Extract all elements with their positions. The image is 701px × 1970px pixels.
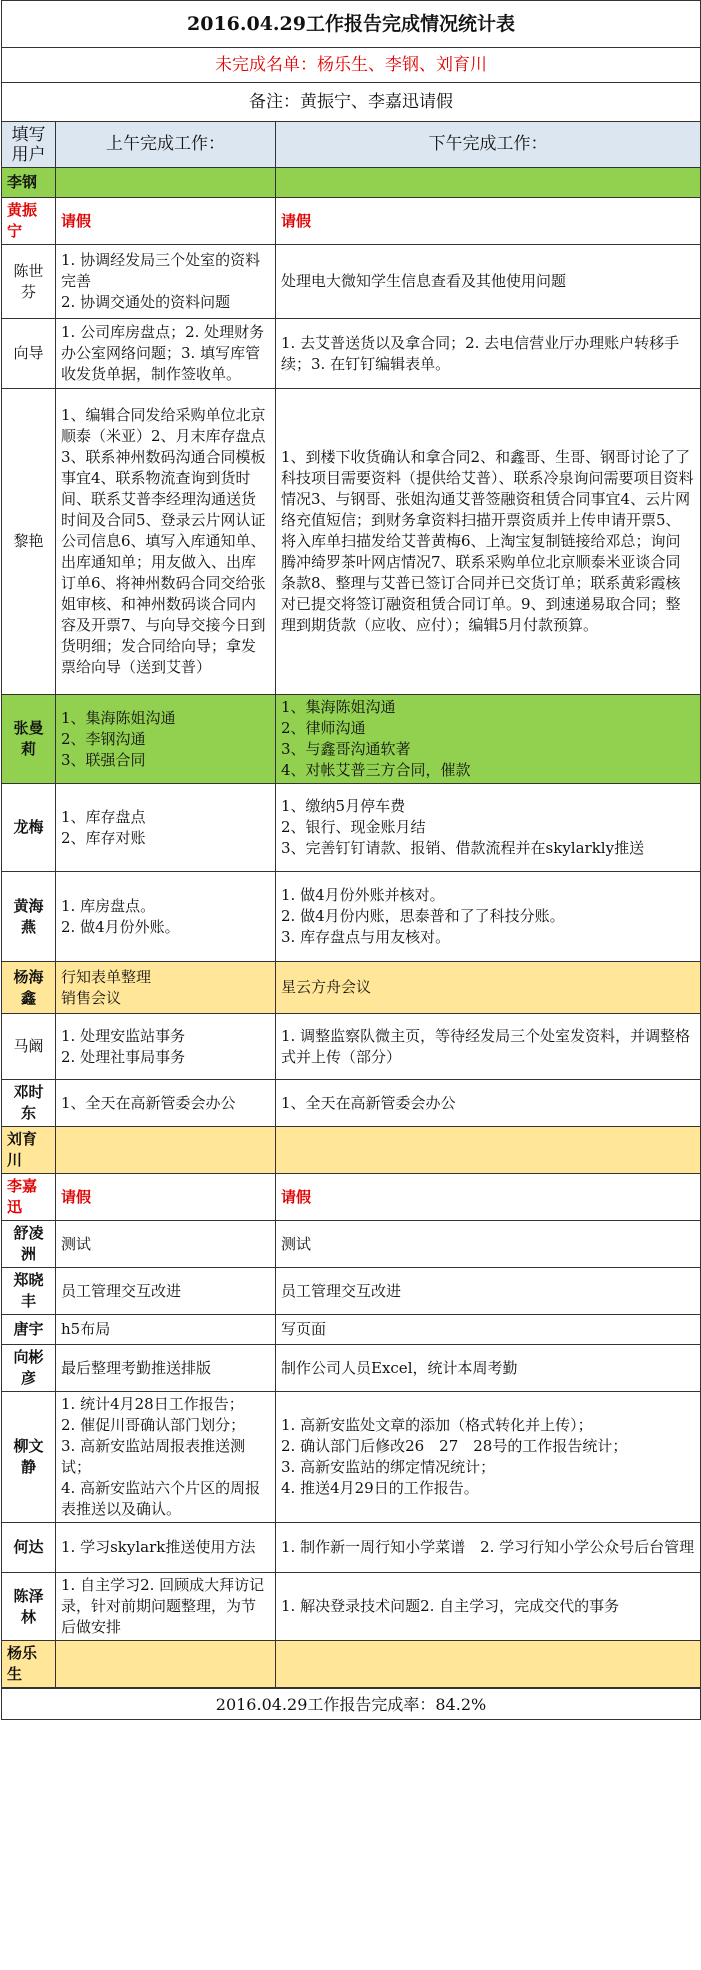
report-title: 2016.04.29工作报告完成情况统计表 (2, 1, 701, 48)
table-row (2, 1392, 701, 1523)
user-name-cell: 向导 (2, 319, 56, 389)
afternoon-work-cell: 写页面 (276, 1315, 701, 1345)
table-row (2, 1014, 701, 1080)
table-row (2, 245, 701, 319)
afternoon-work-cell (276, 1641, 701, 1688)
morning-work-cell: 1、全天在高新管委会办公 (56, 1080, 276, 1127)
user-name-cell: 陈世芬 (2, 245, 56, 319)
remark-note: 备注：黄振宁、李嘉迅请假 (2, 83, 701, 122)
morning-work-cell: h5布局 (56, 1315, 276, 1345)
table-row (2, 784, 701, 872)
morning-work-cell: 行知表单整理 销售会议 (56, 962, 276, 1014)
user-name-cell: 杨海鑫 (2, 962, 56, 1014)
user-name-cell: 黄海燕 (2, 872, 56, 962)
user-name-cell: 杨乐生 (2, 1641, 56, 1688)
afternoon-work-cell (276, 168, 701, 198)
afternoon-work-cell: 测试 (276, 1221, 701, 1268)
afternoon-work-cell: 制作公司人员Excel，统计本周考勤 (276, 1345, 701, 1392)
user-name-cell: 张曼莉 (2, 695, 56, 784)
morning-work-cell: 1、集海陈姐沟通 2、李钢沟通 3、联强合同 (56, 695, 276, 784)
afternoon-work-cell: 1、到楼下收货确认和拿合同2、和鑫哥、生哥、钢哥讨论了了科技项目需要资料（提供给艾普）、联系冷泉询问需要项目资料情况3、与钢哥、张姐沟通艾普签融资租赁合同事宜4、云片网络充值短信；到财务拿资料扫描开票资质并上传申请开票5、将入库单扫描发给艾普黄梅6、上淘宝复制链接给邓总；询问腾冲绮罗茶叶网店情况7、联系采购单位北京顺泰米亚谈合同条款8、整理与艾普已签订合同并已交货订单；联系黄彩霞核对已提交将签订融资租赁合同订单。9、到速递易取合同；整理到期货款（应收、应付）；编辑5月付款预算。 (276, 389, 701, 695)
user-name-cell: 唐宇 (2, 1315, 56, 1345)
table-row (2, 389, 701, 695)
morning-work-cell: 测试 (56, 1221, 276, 1268)
user-name-cell: 郑晓丰 (2, 1268, 56, 1315)
afternoon-work-cell: 处理电大微知学生信息查看及其他使用问题 (276, 245, 701, 319)
table-row (2, 1127, 701, 1174)
table-row (2, 1221, 701, 1268)
user-name-cell: 龙梅 (2, 784, 56, 872)
table-row (2, 168, 701, 198)
afternoon-work-cell: 1. 调整监察队微主页，等待经发局三个处室发资料，并调整格式并上传（部分） (276, 1014, 701, 1080)
user-name-cell: 邓时东 (2, 1080, 56, 1127)
afternoon-work-cell: 员工管理交互改进 (276, 1268, 701, 1315)
table-row (2, 1345, 701, 1392)
user-name-cell: 李钢 (2, 168, 56, 198)
morning-work-cell: 1. 学习skylark推送使用方法 (56, 1523, 276, 1573)
table-row (2, 1573, 701, 1641)
morning-work-cell: 1. 库房盘点。 2. 做4月份外账。 (56, 872, 276, 962)
user-name-cell: 黄振宁 (2, 198, 56, 245)
table-row (2, 1080, 701, 1127)
completion-rate: 2016.04.29工作报告完成率：84.2% (2, 1689, 701, 1720)
afternoon-work-cell: 请假 (276, 198, 701, 245)
user-name-cell: 向彬彦 (2, 1345, 56, 1392)
user-name-cell: 柳文静 (2, 1392, 56, 1523)
report-footer-table (1, 1688, 701, 1720)
user-name-cell: 黎艳 (2, 389, 56, 695)
table-row (2, 1523, 701, 1573)
user-name-cell: 舒凌洲 (2, 1221, 56, 1268)
table-row (2, 695, 701, 784)
afternoon-work-cell: 1. 做4月份外账并核对。 2. 做4月份内账，思泰普和了了科技分账。 3. 库存盘点与用友核对。 (276, 872, 701, 962)
user-name-cell: 马阚 (2, 1014, 56, 1080)
col-header-user: 填写 用户 (2, 122, 56, 168)
afternoon-work-cell: 1. 制作新一周行知小学菜谱 2. 学习行知小学公众号后台管理 (276, 1523, 701, 1573)
afternoon-work-cell: 1、缴纳5月停车费 2、银行、现金账月结 3、完善钉钉请款、报销、借款流程并在skylarkly推送 (276, 784, 701, 872)
table-row (2, 962, 701, 1014)
afternoon-work-cell: 请假 (276, 1174, 701, 1221)
morning-work-cell: 员工管理交互改进 (56, 1268, 276, 1315)
morning-work-cell (56, 168, 276, 198)
table-row (2, 198, 701, 245)
table-row (2, 319, 701, 389)
morning-work-cell: 1. 公司库房盘点；2. 处理财务办公室网络问题；3. 填写库管收发货单据，制作签收单。 (56, 319, 276, 389)
morning-work-cell: 最后整理考勤推送排版 (56, 1345, 276, 1392)
morning-work-cell: 1、库存盘点 2、库存对账 (56, 784, 276, 872)
table-row (2, 1641, 701, 1688)
morning-work-cell (56, 1641, 276, 1688)
unfinished-list: 未完成名单：杨乐生、李钢、刘育川 (2, 48, 701, 83)
morning-work-cell: 1. 处理安监站事务 2. 处理社事局事务 (56, 1014, 276, 1080)
user-name-cell: 陈泽林 (2, 1573, 56, 1641)
afternoon-work-cell: 1. 去艾普送货以及拿合同；2. 去电信营业厅办理账户转移手续；3. 在钉钉编辑表单。 (276, 319, 701, 389)
table-row (2, 1268, 701, 1315)
morning-work-cell (56, 1127, 276, 1174)
col-header-afternoon: 下午完成工作： (276, 122, 701, 168)
report-table (1, 0, 701, 1688)
morning-work-cell: 1. 自主学习2. 回顾成大拜访记录，针对前期问题整理，为节后做安排 (56, 1573, 276, 1641)
afternoon-work-cell: 1、集海陈姐沟通 2、律师沟通 3、与鑫哥沟通软著 4、对帐艾普三方合同，催款 (276, 695, 701, 784)
table-row (2, 872, 701, 962)
afternoon-work-cell: 1. 解决登录技术问题2. 自主学习，完成交代的事务 (276, 1573, 701, 1641)
afternoon-work-cell: 星云方舟会议 (276, 962, 701, 1014)
afternoon-work-cell: 1、全天在高新管委会办公 (276, 1080, 701, 1127)
morning-work-cell: 请假 (56, 198, 276, 245)
morning-work-cell: 1. 协调经发局三个处室的资料完善 2. 协调交通处的资料问题 (56, 245, 276, 319)
user-name-cell: 刘育川 (2, 1127, 56, 1174)
afternoon-work-cell: 1. 高新安监处文章的添加（格式转化并上传）； 2. 确认部门后修改26 27 28号的工作报告统计； 3. 高新安监站的绑定情况统计； 4. 推送4月29日的工作报告。 (276, 1392, 701, 1523)
user-name-cell: 李嘉迅 (2, 1174, 56, 1221)
col-header-morning: 上午完成工作： (56, 122, 276, 168)
morning-work-cell: 1、编辑合同发给采购单位北京顺泰（米亚）2、月末库存盘点3、联系神州数码沟通合同模板事宜4、联系物流查询到货时间、联系艾普李经理沟通送货时间及合同5、登录云片网认证公司信息6、填写入库通知单、出库通知单；用友做入、出库订单6、将神州数码合同交给张姐审核、和神州数码谈合同内容及开票7、与向导交接今日到货明细；发合同给向导；拿发票给向导（送到艾普） (56, 389, 276, 695)
user-name-cell: 何达 (2, 1523, 56, 1573)
morning-work-cell: 1. 统计4月28日工作报告； 2. 催促川哥确认部门划分； 3. 高新安监站周报表推送测试； 4. 高新安监站六个片区的周报表推送以及确认。 (56, 1392, 276, 1523)
morning-work-cell: 请假 (56, 1174, 276, 1221)
table-row (2, 1315, 701, 1345)
afternoon-work-cell (276, 1127, 701, 1174)
table-row (2, 1174, 701, 1221)
